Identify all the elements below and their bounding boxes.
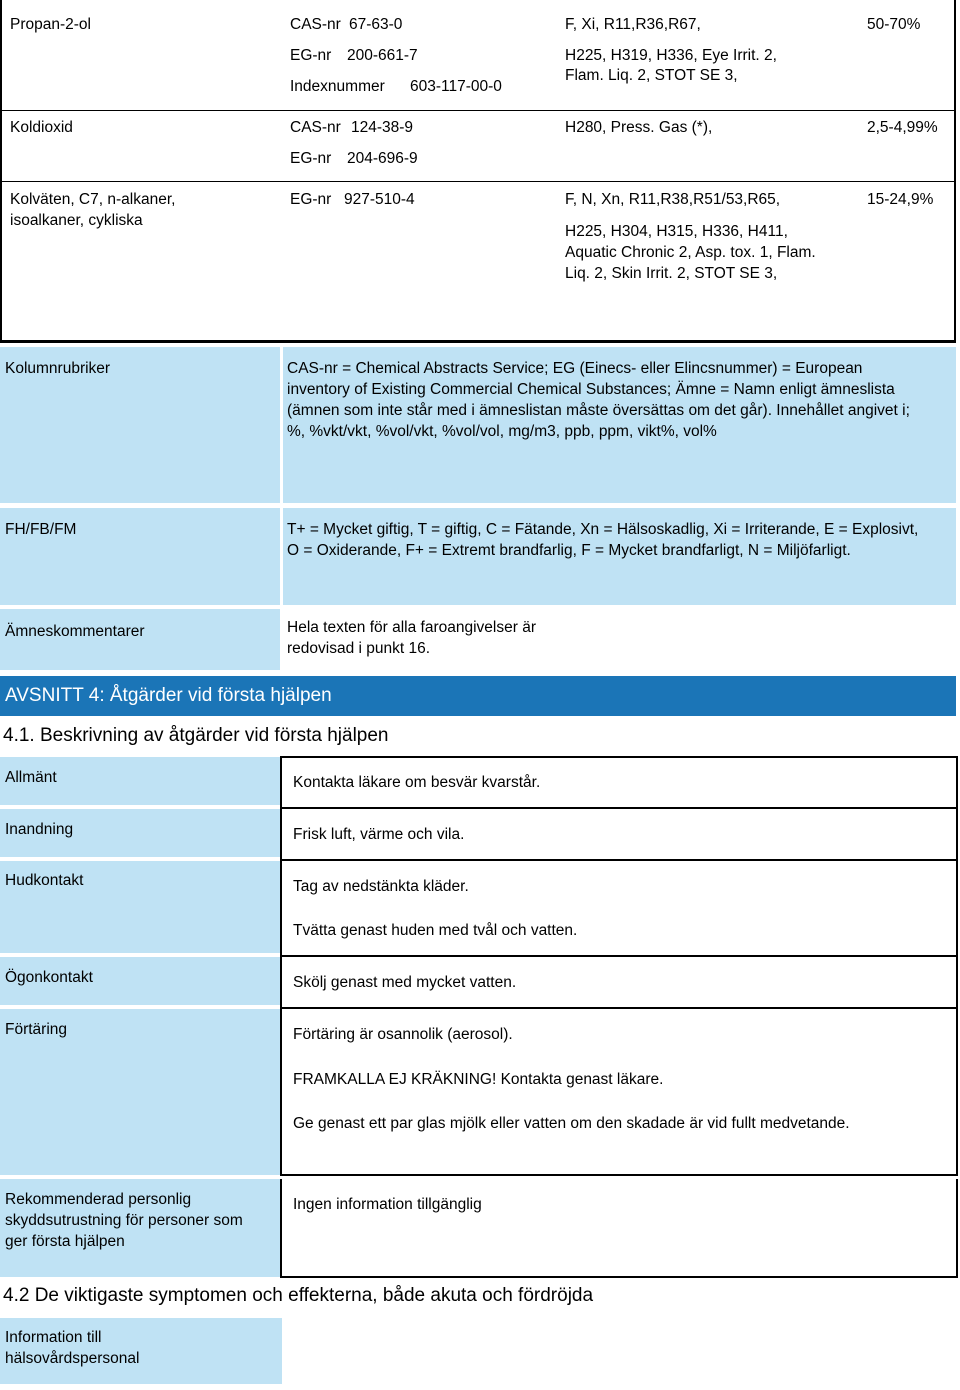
hazard-symbols-label: FH/FB/FM — [5, 521, 77, 538]
eye-contact-label: Ögonkontakt — [5, 969, 93, 986]
identifier-label: EG-nr — [290, 150, 332, 167]
ingestion-label: Förtäring — [5, 1021, 68, 1038]
classification: Flam. Liq. 2, STOT SE 3, — [565, 67, 738, 84]
ingestion-text: Förtäring är osannolik (aerosol). — [293, 1026, 513, 1043]
ppe-label: Rekommenderad personlig skyddsutrustning för personer som ger första hjälpen — [5, 1191, 243, 1250]
identifier-label: CAS-nr — [290, 16, 341, 33]
classification: H280, Press. Gas (*), — [565, 119, 713, 136]
legend-text-cell — [283, 347, 956, 503]
ppe-text: Ingen information tillgänglig — [293, 1196, 482, 1213]
concentration: 2,5-4,99% — [867, 119, 938, 136]
general-label: Allmänt — [5, 769, 57, 786]
inhalation-text: Frisk luft, värme och vila. — [293, 826, 465, 843]
health-info-label-cell — [0, 1318, 282, 1384]
legend-text-cell — [283, 508, 956, 605]
identifier-value: 67-63-0 — [349, 16, 403, 33]
ingredient-name: Kolväten, C7, n-alkaner, — [10, 191, 176, 208]
health-info-label: Information till hälsovårdspersonal — [5, 1329, 140, 1367]
ingredients-table — [0, 0, 956, 343]
section-4-title: AVSNITT 4: Åtgärder vid första hjälpen — [5, 685, 332, 706]
identifier-label: CAS-nr — [290, 119, 341, 136]
row-divider — [282, 807, 956, 809]
ingredient-name: Koldioxid — [10, 119, 73, 136]
column-headers-text: CAS-nr = Chemical Abstracts Service; EG (Einecs- eller Elincsnummer) = European inventory of Existing Commercial Chemical Substances; Ämne = Namn enligt ämneslista (ämnen som inte står med i ämneslistan måste översättas om det går). Innehållet angivet i; %, %vkt/vkt, %vol/vkt, %vol/vol, mg/m3, ppb, ppm, vikt%, vol% — [287, 360, 910, 440]
concentration: 15-24,9% — [867, 191, 934, 208]
section-4-header — [0, 676, 956, 716]
row-divider — [2, 110, 954, 111]
classification: Liq. 2, Skin Irrit. 2, STOT SE 3, — [565, 265, 778, 282]
column-headers-label: Kolumnrubriker — [5, 360, 111, 377]
legend-label-cell — [0, 508, 280, 605]
first-aid-label-cell — [0, 861, 280, 953]
classification: H225, H304, H315, H336, H411, — [565, 223, 788, 240]
identifier-value: 124-38-9 — [351, 119, 414, 136]
hazard-symbols-text: T+ = Mycket giftig, T = giftig, C = Fätande, Xn = Hälsoskadlig, Xi = Irriterande, E = Explosivt, O = Oxiderande, F+ = Extremt brandfarlig, F = Mycket brandfarligt, N = Miljöfarligt. — [287, 521, 919, 559]
classification: H225, H319, H336, Eye Irrit. 2, — [565, 47, 777, 64]
inhalation-label: Inandning — [5, 821, 74, 838]
classification: F, Xi, R11,R36,R67, — [565, 16, 701, 33]
ingestion-text: FRAMKALLA EJ KRÄKNING! Kontakta genast läkare. — [293, 1071, 664, 1088]
classification: Aquatic Chronic 2, Asp. tox. 1, Flam. — [565, 244, 816, 261]
identifier-value: 603-117-00-0 — [410, 78, 502, 95]
ingestion-text: Ge genast ett par glas mjölk eller vatten om den skadade är vid fullt medvetande. — [293, 1115, 850, 1132]
identifier-label: EG-nr — [290, 191, 332, 208]
identifier-label: Indexnummer — [290, 78, 385, 95]
skin-contact-text: Tag av nedstänkta kläder. — [293, 878, 469, 895]
ppe-label-cell — [0, 1179, 280, 1277]
general-text: Kontakta läkare om besvär kvarstår. — [293, 774, 541, 791]
legend-label-cell — [0, 609, 280, 670]
row-divider — [282, 1007, 956, 1009]
row-divider — [282, 859, 956, 861]
ingredient-name: isoalkaner, cykliska — [10, 212, 143, 229]
identifier-label: EG-nr — [290, 47, 332, 64]
first-aid-label-cell — [0, 957, 280, 1005]
classification: F, N, Xn, R11,R38,R51/53,R65, — [565, 191, 781, 208]
concentration: 50-70% — [867, 16, 921, 33]
substance-comments-text: Hela texten för alla faroangivelser är redovisad i punkt 16. — [287, 619, 536, 657]
identifier-value: 204-696-9 — [347, 150, 418, 167]
substance-comments-cell — [283, 609, 956, 670]
identifier-value: 927-510-4 — [344, 191, 415, 208]
legend-label-cell — [0, 347, 280, 503]
first-aid-label-cell — [0, 757, 280, 805]
ingredient-name: Propan-2-ol — [10, 16, 91, 33]
ppe-text-cell — [280, 1179, 958, 1278]
subsection-4-2-title: 4.2 De viktigaste symptomen och effekterna, både akuta och fördröjda — [3, 1285, 594, 1306]
row-divider — [2, 181, 954, 182]
subsection-4-1-title: 4.1. Beskrivning av åtgärder vid första hjälpen — [3, 725, 389, 746]
substance-comments-label: Ämneskommentarer — [5, 623, 145, 640]
first-aid-label-cell — [0, 1009, 280, 1175]
skin-contact-label: Hudkontakt — [5, 872, 84, 889]
identifier-value: 200-661-7 — [347, 47, 418, 64]
first-aid-label-cell — [0, 809, 280, 857]
row-divider — [282, 955, 956, 957]
skin-contact-text: Tvätta genast huden med tvål och vatten. — [293, 922, 578, 939]
eye-contact-text: Skölj genast med mycket vatten. — [293, 974, 517, 991]
